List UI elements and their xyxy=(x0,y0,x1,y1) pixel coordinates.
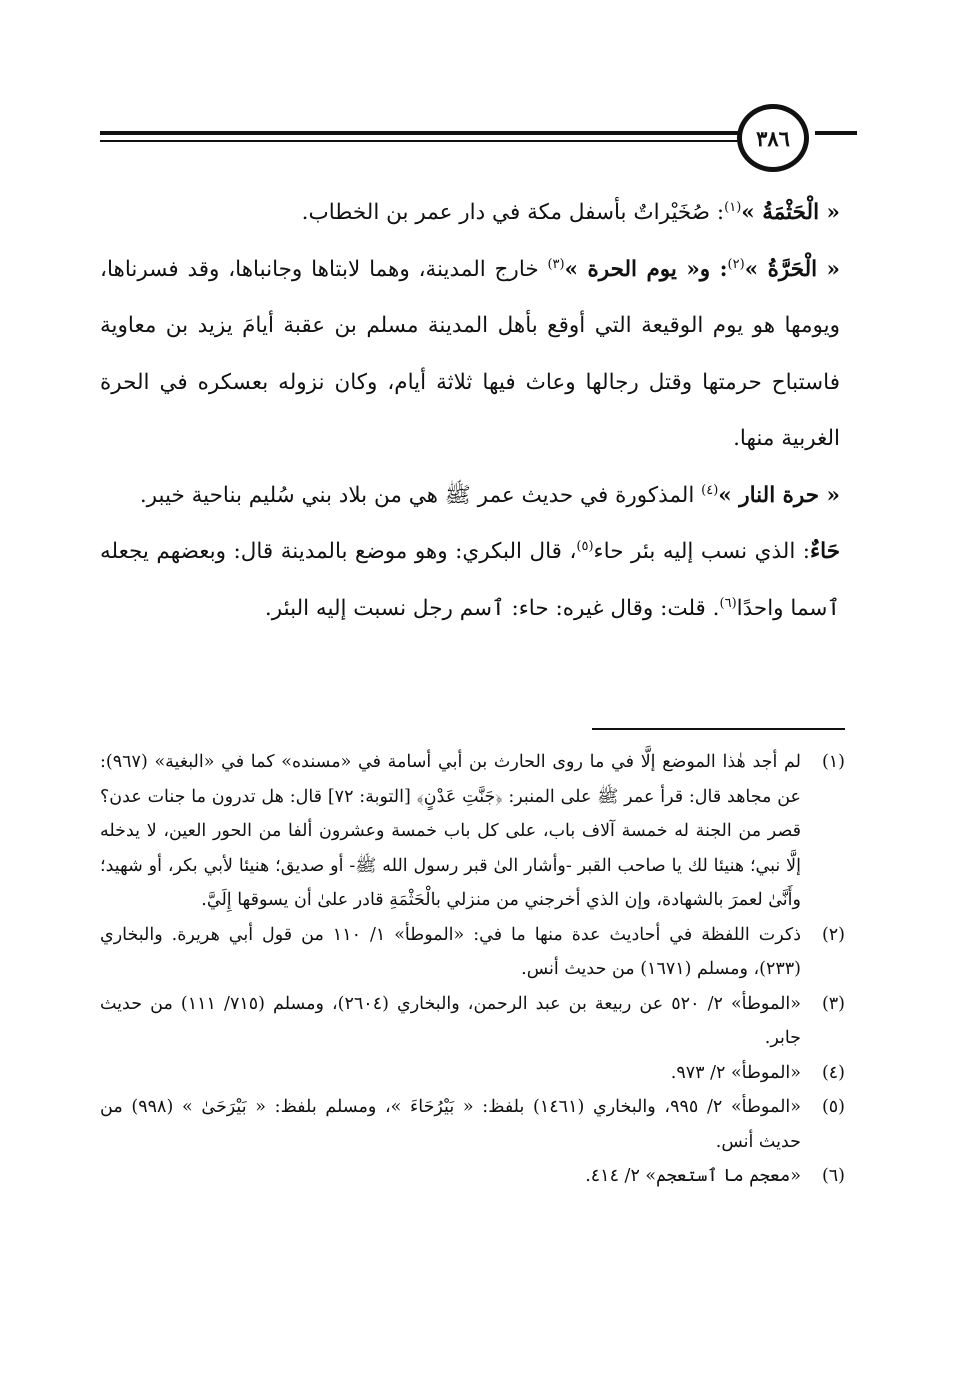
footnote-ref: (٦) xyxy=(719,595,737,611)
footnote xyxy=(100,745,845,918)
entry-term: « حرة النار » xyxy=(718,482,840,508)
footnote-text: «الموطأ» ٢/ ٥٢٠ عن ربيعة بن عبد الرحمن، والبخاري (٢٦٠٤)، ومسلم (٧١٥/ ١١١) من حديث جابر. xyxy=(100,993,801,1048)
entry-text: : الذي نسب إليه بئر حاء xyxy=(593,539,811,564)
footnotes xyxy=(100,745,845,1194)
footnote-text: لم أجد هٰذا الموضع إلَّا في ما روى الحارث بن أبي أسامة في «مسنده» كما في «البغية» (٩٦٧): عن مجاهد قال: قرأ عمر ﷺ على المنبر: ﴿جَنَّتِ عَدْنٍ﴾ [التوبة: ٧٢] قال: هل تدرون ما جنات عدن؟ قصر من الجنة له خمسة آلاف باب، على كل باب خمسة وعشرون ألفا من الحور العين، لا يدخله إلَّا نبي؛ هنيئا لك يا صاحب القبر -وأشار الىٰ قبر رسول الله ﷺ- أو صديق؛ هنيئا لأبي بكر، أو شهيد؛ وأَنَّىٰ لعمرَ بالشهادة، وإن الذي أخرجني من منزلي بالْحَثْمَةِ قادر علىٰ أن يسوقها إِلَيَّ. xyxy=(100,752,801,910)
footnote-number: (٢) xyxy=(821,924,845,945)
footnote xyxy=(100,918,845,987)
footnote-number: (٤) xyxy=(821,1062,845,1083)
entry-text: : صُخَيْراتٌ بأسفل مكة في دار عمر بن الخطاب. xyxy=(301,200,725,225)
footnote-text: ذكرت اللفظة في أحاديث عدة منها ما في: «الموطأ» ١/ ١١٠ من قول أبي هريرة. والبخاري (٢٣٣)، ومسلم (١٦٧١) من حديث أنس. xyxy=(100,924,801,979)
entry-text: ، قال البكري: وهو موضع بالمدينة قال: وبعضهم يجعله ٱسما واحدًا xyxy=(100,539,840,621)
footnote-number: (٣) xyxy=(821,993,845,1014)
footnote-ref: (٢) xyxy=(727,256,745,272)
footnote-ref: (٣) xyxy=(547,256,565,272)
page-number: ٣٨٦ xyxy=(737,104,809,172)
footnote-number: (٥) xyxy=(821,1097,845,1117)
page-header xyxy=(100,100,857,180)
footnote xyxy=(100,987,845,1056)
header-rule-thick xyxy=(100,131,740,135)
footnote xyxy=(100,1159,845,1194)
footnote-ref: (٥) xyxy=(576,538,594,554)
footnote-divider xyxy=(592,728,845,730)
footnote-number: (١) xyxy=(821,752,845,772)
entry-term: حَاءٌ xyxy=(810,539,840,564)
entry-text: . قلت: وقال غيره: حاء: ٱسم رجل نسبت إليه البئر. xyxy=(264,595,720,621)
entry-harra xyxy=(100,242,840,468)
footnote xyxy=(100,1056,845,1091)
entry-subterm: : و« يوم الحرة » xyxy=(564,256,728,282)
entry-harrat-alnar xyxy=(100,468,840,525)
footnote-ref: (١) xyxy=(724,199,742,215)
footnote-text: «معجم ما ٱستعجم» ٢/ ٤١٤. xyxy=(585,1166,801,1186)
footnote-ref: (٤) xyxy=(701,482,719,498)
entry-hathma xyxy=(100,185,840,242)
entry-text: المذكورة في حديث عمر ﷺ هي من بلاد بني سُليم بناحية خيبر. xyxy=(139,482,702,508)
header-rule-thin xyxy=(100,140,740,142)
footnote xyxy=(100,1090,845,1159)
entry-haa xyxy=(100,524,840,637)
footnote-text: «الموطأ» ٢/ ٩٧٣. xyxy=(670,1062,801,1083)
footnote-number: (٦) xyxy=(821,1166,845,1186)
header-rule-right xyxy=(815,131,857,135)
entry-term: « الْحَرَّةُ » xyxy=(744,256,840,282)
footnote-text: «الموطأ» ٢/ ٩٩٥، والبخاري (١٤٦١) بلفظ: « بَيْرُحَاءَ »، ومسلم بلفظ: « بَيْرَحَىٰ » (٩٩٨) من حديث أنس. xyxy=(100,1097,801,1152)
main-text xyxy=(100,185,840,637)
entry-text: خارج المدينة، وهما لابتاها وجانباها، وقد فسرناها، ويومها هو يوم الوقيعة التي أوقع بأهل المدينة مسلم بن عقبة أيامَ يزيد بن معاوية فاستباح حرمتها وقتل رجالها وعاث فيها ثلاثة أيام، وكان نزوله بعسكره في الحرة الغربية منها. xyxy=(100,256,840,451)
entry-term: « الْحَثْمَةُ » xyxy=(741,200,840,225)
